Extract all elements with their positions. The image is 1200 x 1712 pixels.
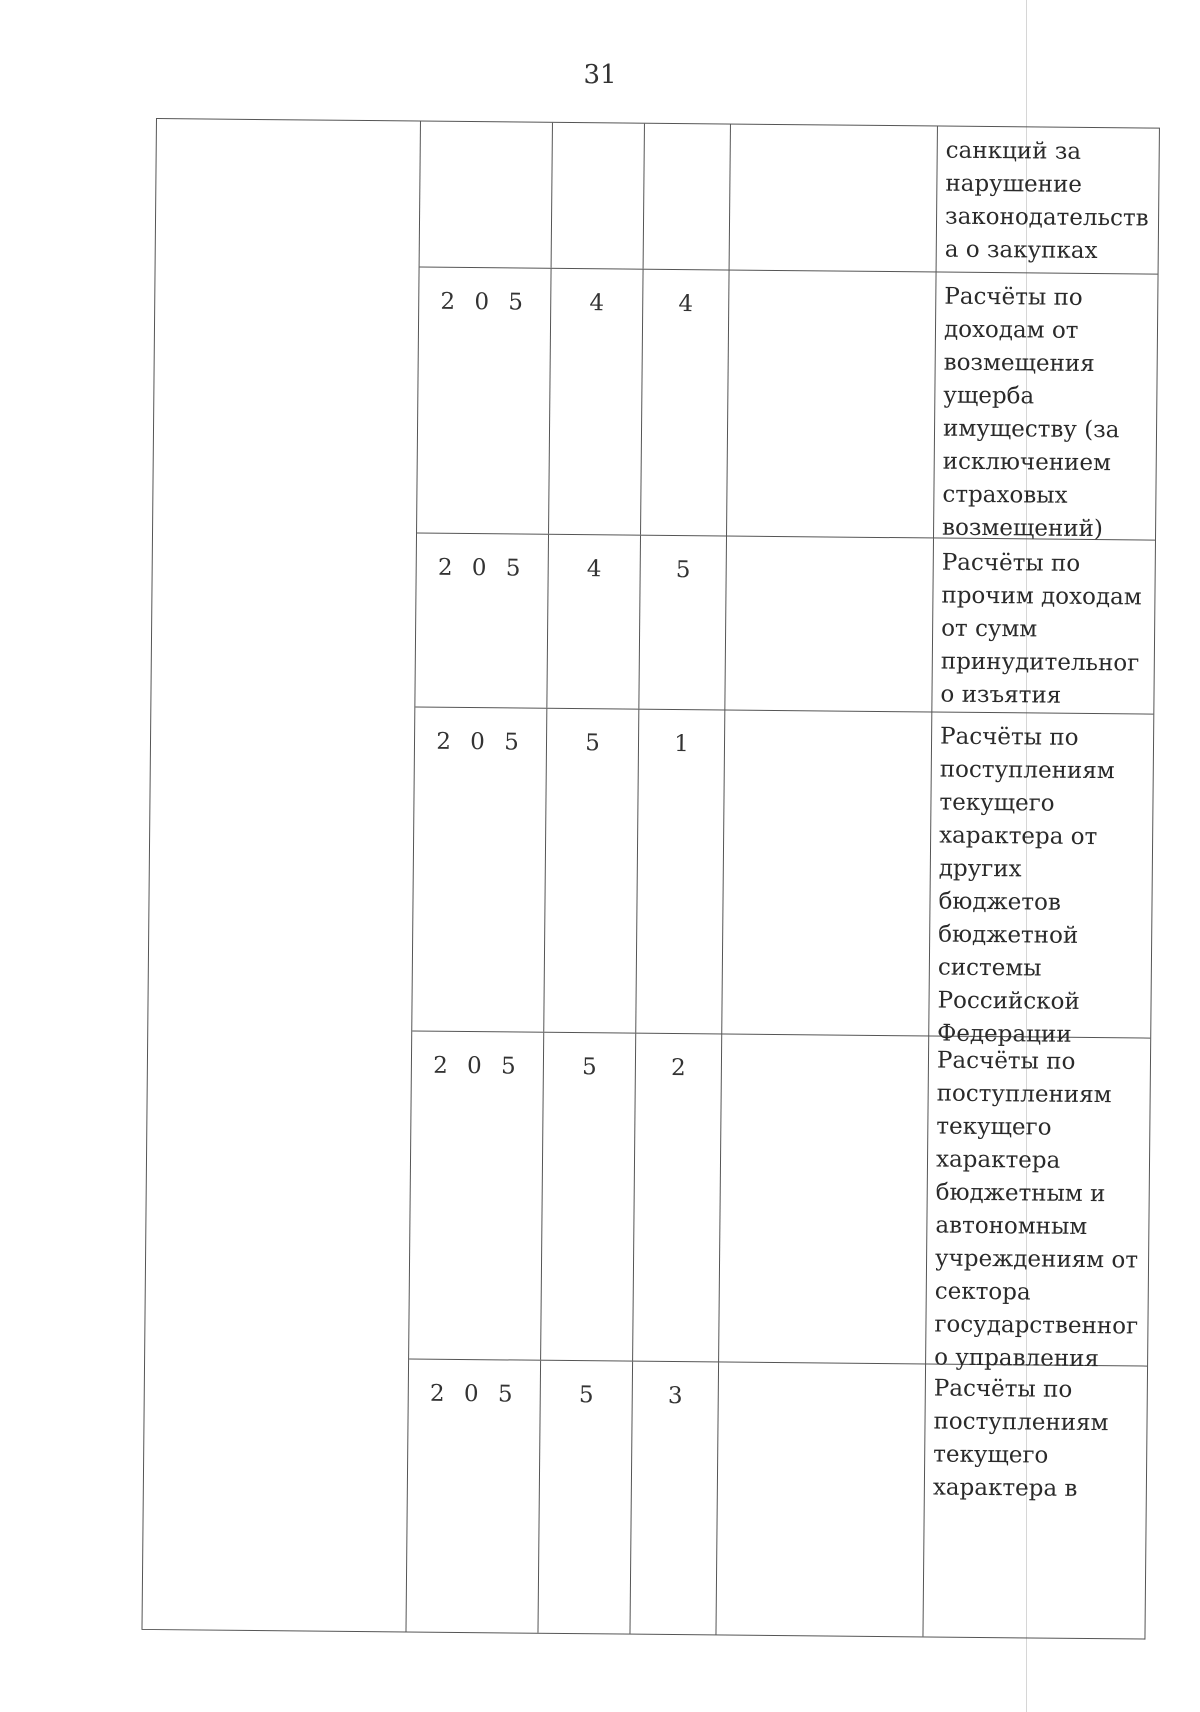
cell-code: 2 0 5 [409,1032,544,1360]
page-number: 31 [583,60,617,90]
cell-n2: 2 [633,1034,722,1362]
cell-n2: 3 [630,1362,719,1635]
cell-description: санкций за нарушение законодательств а о закупках [944,137,1149,265]
cell-n1: 5 [544,709,639,1033]
table-row [412,708,1153,1048]
cell-code: 2 0 5 [412,708,547,1032]
cell-description: Расчёты по доходам от возмещения ущерба имуществу (за исключением страховых возмещений) [941,283,1120,543]
cell-n2: 4 [641,270,730,536]
cell-extra [722,710,932,1035]
cell-n1 [552,123,645,269]
cell-code [420,122,553,268]
table-row [417,268,1158,541]
cell-n1: 4 [549,269,644,535]
cell-description: Расчёты по поступлениям текущего характера в [932,1375,1109,1502]
cell-code: 2 0 5 [415,534,549,708]
cell-extra [716,1362,926,1636]
table-rows [406,122,1158,1639]
cell-description: Расчёты по поступлениям текущего характера бюджетным и автономным учреждениям от сектора государственног о управления [934,1047,1139,1373]
cell-code: 2 0 5 [406,1359,541,1632]
table-left-column [142,119,420,1631]
table-row [406,1359,1147,1638]
cell-description: Расчёты по прочим доходам от сумм принудительног о изъятия [940,549,1142,709]
cell-n2 [644,124,731,270]
cell-extra [730,125,938,272]
cell-extra [727,271,937,538]
cell-code: 2 0 5 [417,268,552,534]
table-row [409,1032,1150,1373]
cell-n2: 1 [636,710,725,1034]
cell-description: Расчёты по поступлениям текущего характера от других бюджетов бюджетной системы Российской Федерации [937,723,1115,1048]
cell-n1: 4 [547,535,641,709]
cell-n1: 5 [541,1033,636,1361]
accounts-table [141,118,1159,1640]
cell-extra [719,1034,929,1363]
cell-extra [725,537,934,712]
table-row [420,122,1159,275]
table-row [415,534,1155,715]
cell-n2: 5 [639,536,727,710]
cell-n1: 5 [538,1361,633,1634]
